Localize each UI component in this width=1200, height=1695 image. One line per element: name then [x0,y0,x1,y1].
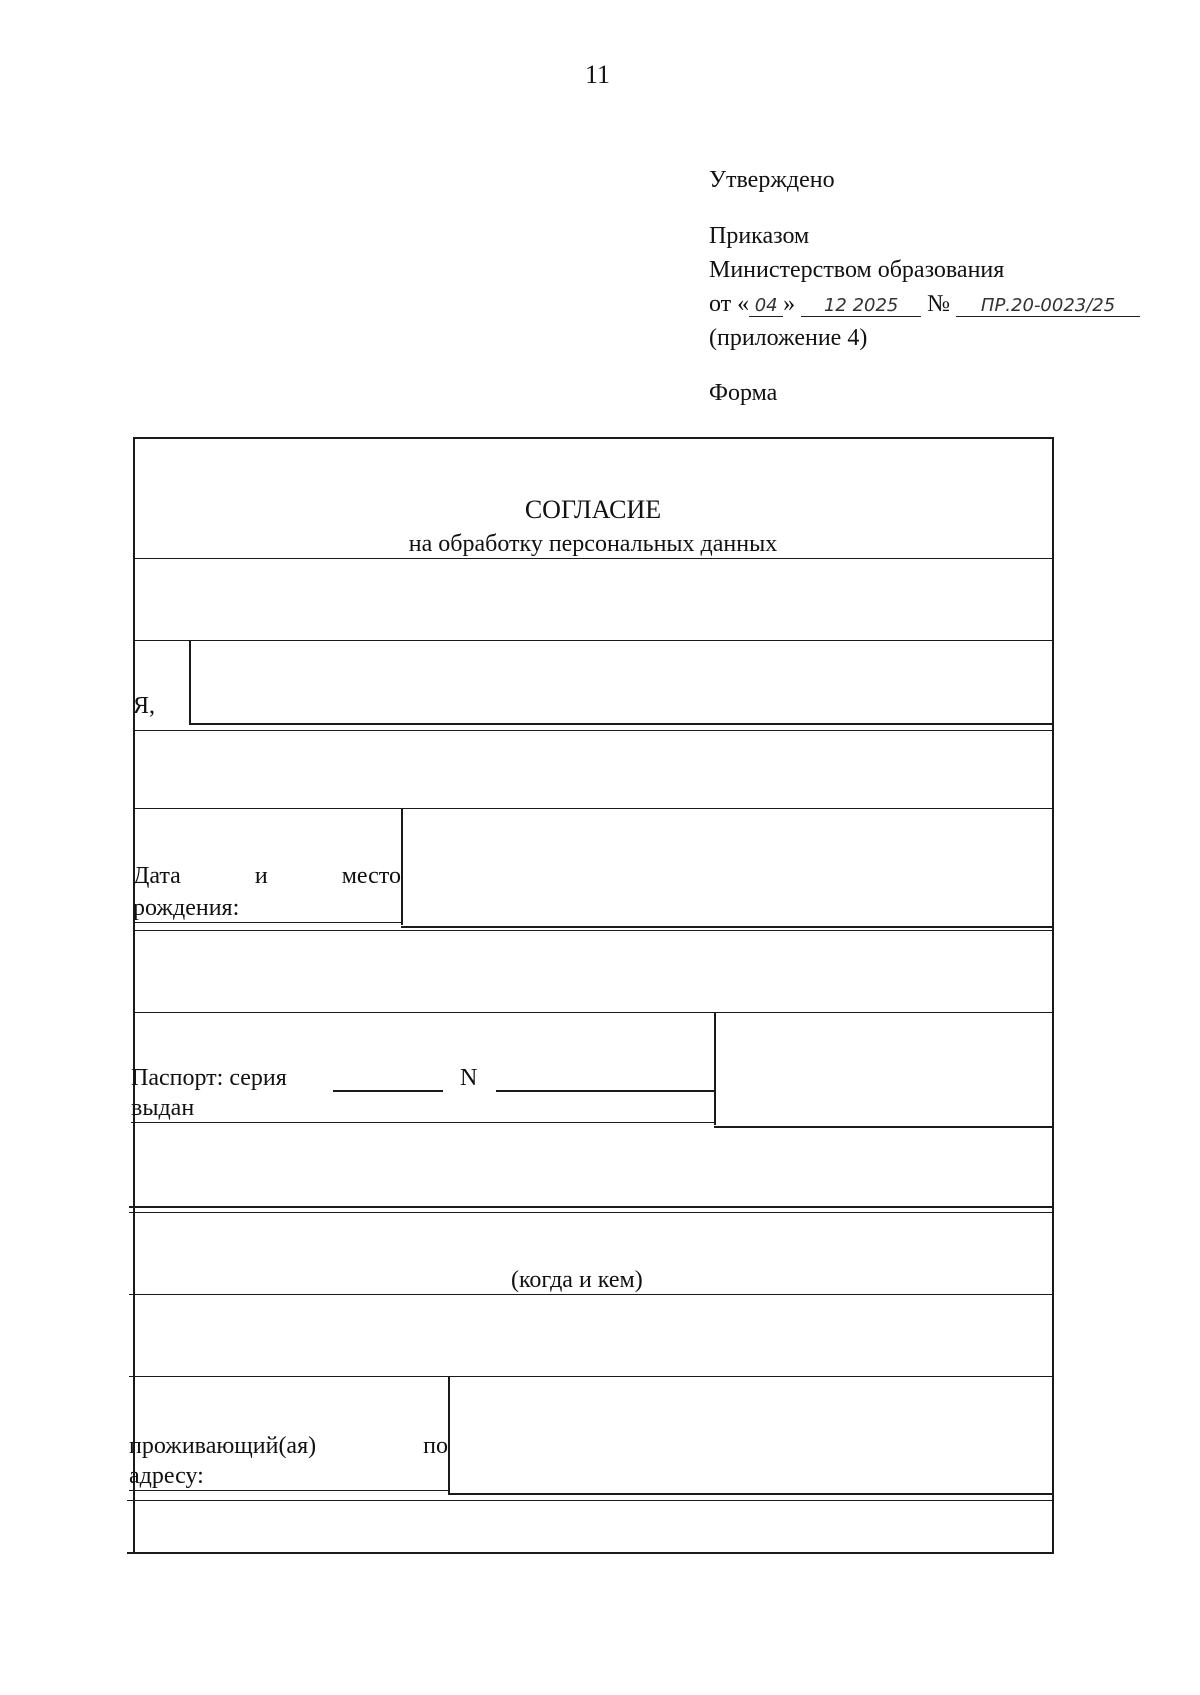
row-divider-1 [133,640,1053,641]
address-label-line2: адресу: [129,1463,204,1489]
row-divider-8 [129,1294,1053,1295]
passport-cell-divider [714,1012,716,1125]
form-top-border [133,437,1053,439]
address-word-2: по [423,1433,448,1459]
handwritten-month-year: 12 2025 [801,296,921,317]
birth-word-2: и [254,863,268,889]
order-date-line [709,287,1140,321]
form-right-border [1052,437,1054,1554]
passport-n-label: N [460,1065,478,1091]
full-name-line[interactable] [189,723,1053,725]
issued-underline [131,1122,714,1123]
row-divider-10 [127,1500,1053,1501]
form-subtitle: на обработку персональных данных [408,531,778,557]
birth-label [133,862,401,890]
row-divider-3 [133,808,1053,809]
handwritten-day: 04 [749,296,783,317]
approved-label: Утверждено [709,167,835,193]
number-sign: № [927,291,951,317]
i-cell-divider [189,640,191,724]
form-bottom-border [127,1552,1053,1554]
row-divider-4 [133,930,1053,931]
row-divider-2 [133,730,1053,731]
address-label-underline [129,1490,448,1491]
row-divider-9 [129,1376,1053,1377]
birth-word-1: Дата [133,863,181,889]
passport-series-field[interactable] [333,1090,443,1092]
birth-label-line2: рождения: [133,895,240,921]
row-divider-7 [129,1212,1053,1213]
form-title: СОГЛАСИЕ [524,495,662,524]
address-label [129,1432,448,1460]
form-label: Форма [709,380,778,406]
form-left-border [133,437,135,1554]
row-divider-6 [129,1206,1053,1208]
order-label: Приказом [709,223,810,249]
appendix-label: (приложение 4) [709,325,868,351]
title-underline [133,558,1053,559]
handwritten-order-number: ПР.20-0023/25 [956,296,1140,317]
i-label: Я, [133,693,156,719]
issued-label: выдан [131,1095,195,1121]
passport-label: Паспорт: серия [131,1065,287,1091]
date-prefix: от « [709,291,750,317]
issued-field-line[interactable] [714,1126,1053,1128]
passport-number-field[interactable] [496,1090,714,1092]
date-mid: » [783,291,796,317]
birth-label-underline [133,922,401,923]
when-whom-caption: (когда и кем) [511,1267,643,1293]
row-divider-5 [133,1012,1053,1013]
ministry-label: Министерством образования [709,257,1005,283]
birth-field-line[interactable] [401,926,1053,928]
approval-block [709,163,1140,355]
page-number: 11 [585,60,611,89]
birth-word-3: место [341,863,401,889]
address-cell-divider [448,1376,450,1493]
address-word-1: проживающий(ая) [129,1433,317,1459]
address-field-line[interactable] [448,1493,1053,1495]
birth-cell-divider [401,808,403,925]
